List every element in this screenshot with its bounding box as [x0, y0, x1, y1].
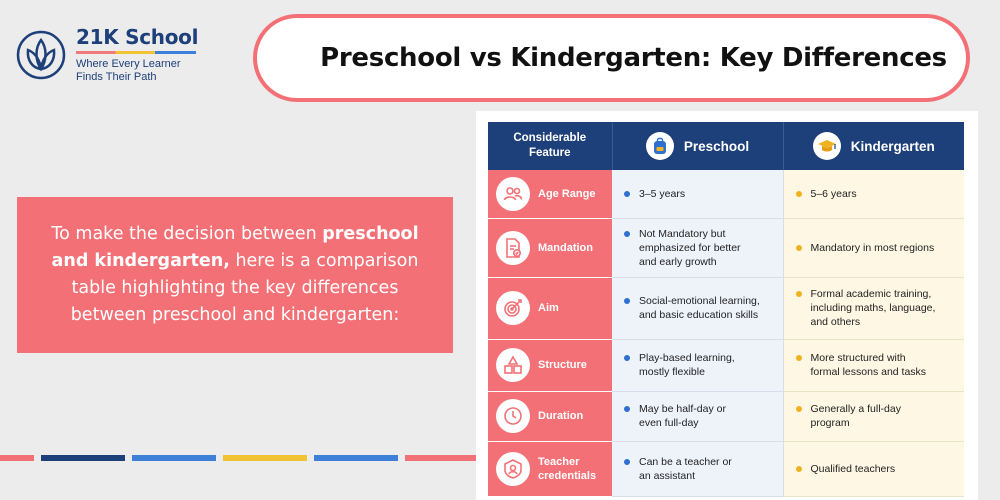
- cell-line: program: [810, 417, 850, 429]
- kindergarten-cell: [783, 441, 964, 496]
- cell-line: and others: [810, 316, 861, 328]
- header-feature-line1: Considerable: [513, 132, 587, 144]
- header-feature-line2: Feature: [528, 147, 571, 159]
- bullet-dot: [796, 291, 802, 297]
- bullet-dot: [624, 191, 630, 197]
- lotus-logo-icon: [16, 26, 66, 84]
- kindergarten-cell: [783, 218, 964, 277]
- feature-label: [538, 455, 596, 483]
- bullet-dot: [796, 406, 802, 412]
- preschool-cell: [612, 391, 783, 441]
- decor-bar-2: [41, 455, 125, 461]
- header-preschool: [612, 122, 783, 170]
- cell-line: formal lessons and tasks: [810, 366, 927, 378]
- clock-icon: [496, 399, 530, 433]
- table-row: [488, 391, 964, 441]
- preschool-cell: [612, 277, 783, 339]
- decor-bar-3: [132, 455, 216, 461]
- decor-bar-4: [223, 455, 307, 461]
- cell-line: an assistant: [639, 469, 696, 482]
- header-kindergarten: [783, 122, 964, 170]
- feature-label: Aim: [538, 302, 559, 314]
- preschool-cell: [612, 339, 783, 391]
- preschool-cell: [612, 218, 783, 277]
- feature-label: Structure: [538, 359, 587, 371]
- cell-line: Social-emotional learning,: [639, 295, 760, 307]
- bullet-dot: [796, 191, 802, 197]
- cell-line: even full-day: [639, 417, 699, 429]
- feature-cell: [488, 277, 612, 339]
- cell-line: Qualified teachers: [810, 462, 896, 475]
- table-header-row: [488, 122, 964, 170]
- brand-name: 21K School: [76, 25, 199, 49]
- brand-tagline-2: Finds Their Path: [76, 71, 157, 83]
- feature-cell: [488, 218, 612, 277]
- comparison-table: [488, 122, 964, 497]
- teacher-badge-icon: [496, 452, 530, 486]
- decor-bar-5: [314, 455, 398, 461]
- cell-line: mostly flexible: [639, 366, 705, 378]
- header-preschool-label: Preschool: [683, 138, 750, 154]
- header-feature: [488, 122, 612, 170]
- cell-line: Formal academic training,: [810, 288, 932, 300]
- feature-label: Mandation: [538, 241, 593, 254]
- blocks-icon: [496, 348, 530, 382]
- kindergarten-cell: [783, 339, 964, 391]
- brand-underline: [76, 51, 196, 54]
- feature-label: Age Range: [538, 187, 596, 200]
- cell-line: including maths, language,: [810, 302, 936, 314]
- cell-line: and early growth: [639, 255, 717, 268]
- feature-label-line2: credentials: [538, 469, 597, 482]
- cell-line: More structured with: [810, 352, 906, 364]
- brand-tagline-1: Where Every Learner: [76, 58, 181, 70]
- table-row: [488, 277, 964, 339]
- cell-line: Mandatory in most regions: [810, 241, 935, 254]
- kindergarten-cell: [783, 391, 964, 441]
- cell-line: Play-based learning,: [639, 352, 735, 364]
- header-kindergarten-label: Kindergarten: [850, 138, 935, 154]
- preschool-cell: [612, 170, 783, 218]
- cell-line: May be half-day or: [639, 403, 726, 415]
- comparison-card: [476, 111, 978, 500]
- target-icon: [496, 291, 530, 325]
- bullet-dot: [624, 406, 630, 412]
- decor-bar-6: [405, 455, 476, 461]
- bullet-dot: [624, 298, 630, 304]
- bullet-dot: [796, 355, 802, 361]
- cell-line: 3–5 years: [639, 187, 686, 200]
- bullet-dot: [796, 245, 802, 251]
- backpack-icon: [646, 132, 674, 160]
- table-row: [488, 218, 964, 277]
- cell-line: Can be a teacher or: [639, 455, 732, 468]
- cell-line: Generally a full-day: [810, 403, 901, 415]
- kindergarten-cell: [783, 170, 964, 218]
- intro-text-before: To make the decision between: [51, 224, 323, 244]
- kindergarten-cell: [783, 277, 964, 339]
- feature-cell: [488, 441, 612, 496]
- document-check-icon: [496, 231, 530, 265]
- intro-box: [17, 197, 453, 353]
- bullet-dot: [624, 231, 630, 237]
- table-row: [488, 170, 964, 218]
- feature-label: Duration: [538, 410, 584, 422]
- people-icon: [496, 177, 530, 211]
- feature-cell: [488, 391, 612, 441]
- intro-text-after: here is a comparison table highlighting the key differences between preschool and kindergarten:: [70, 251, 419, 325]
- cell-line: and basic education skills: [639, 309, 759, 321]
- feature-cell: [488, 170, 612, 218]
- feature-label-line1: Teacher: [538, 455, 580, 468]
- table-row: [488, 441, 964, 496]
- cell-line: emphasized for better: [639, 241, 741, 254]
- decor-bar-1: [0, 455, 34, 461]
- feature-cell: [488, 339, 612, 391]
- cell-line: Not Mandatory but: [639, 227, 726, 240]
- preschool-cell: [612, 441, 783, 496]
- intro-text: [37, 221, 433, 329]
- cell-line: 5–6 years: [810, 187, 857, 200]
- page-title: Preschool vs Kindergarten: Key Differences: [320, 43, 947, 73]
- graduation-cap-icon: [813, 132, 841, 160]
- bullet-dot: [624, 355, 630, 361]
- intro-text-bold: preschool and kindergarten,: [51, 224, 419, 271]
- bullet-dot: [796, 466, 802, 472]
- brand-logo: [16, 26, 198, 84]
- title-banner: [253, 14, 970, 102]
- table-row: [488, 339, 964, 391]
- bullet-dot: [624, 459, 630, 465]
